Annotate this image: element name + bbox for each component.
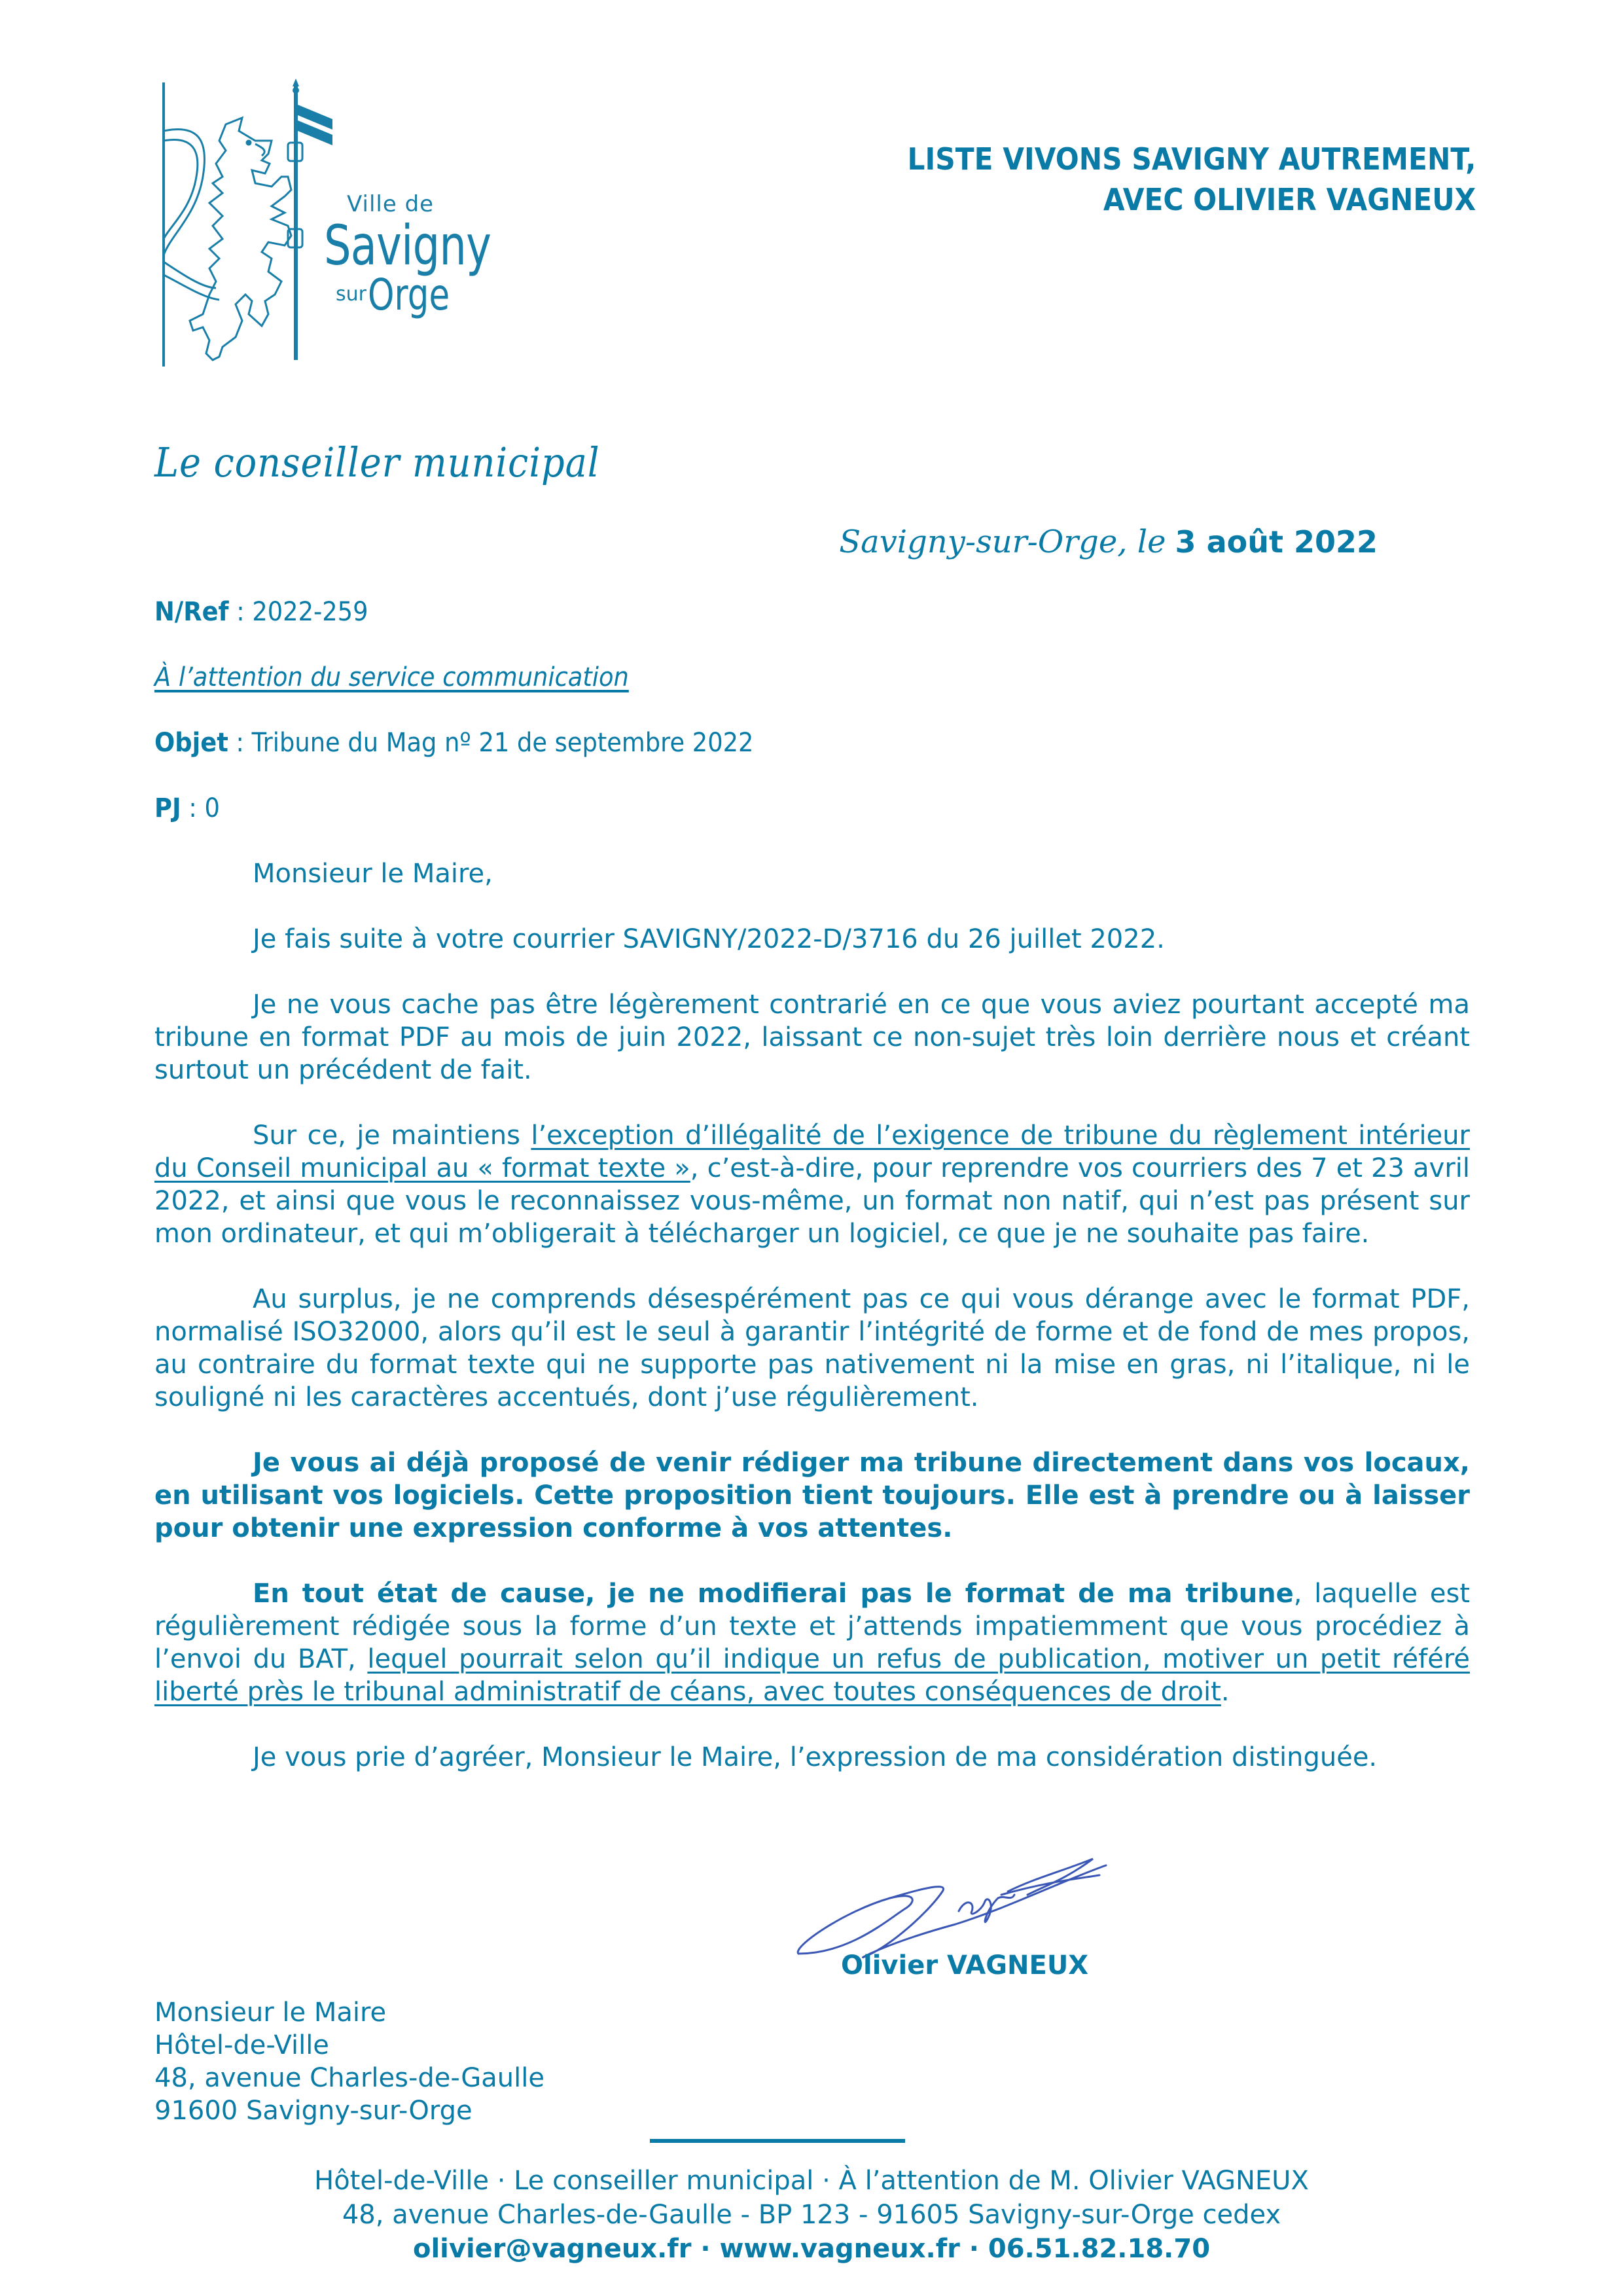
object-label: Objet — [154, 728, 228, 758]
paragraph-4: Au surplus, je ne comprends désespérément pas ce qui vous dérange avec le format PDF, normalisé ISO32000, alors qu’il est le seul à garantir l’intégrité de forme et de fond de mes propos, au contraire du format texte qui ne supporte pas nativement ni la mise en gras, ni l’italique, ni le souligné ni les caractères accentués, dont j’use régulièrement. — [154, 1284, 1470, 1412]
list-name-header — [907, 139, 1476, 220]
footer-separator: · — [691, 2234, 720, 2264]
paragraph-3-underlined: l’exception d’illégalité de l’exigence de tribune du règlement intérieur du Conseil municipal au « format texte » — [154, 1121, 1471, 1183]
footer-website-link[interactable]: www.vagneux.fr — [719, 2234, 960, 2264]
address-line: Hôtel-de-Ville — [154, 2030, 329, 2060]
header-line-1: LISTE VIVONS SAVIGNY AUTREMENT, — [907, 141, 1476, 177]
object-value: : Tribune du Mag nº 21 de septembre 2022 — [228, 728, 754, 758]
footer-contact-line — [0, 2232, 1623, 2266]
address-line: 91600 Savigny-sur-Orge — [154, 2096, 473, 2126]
footer-email-link[interactable]: olivier@vagneux.fr — [412, 2234, 692, 2264]
logo-text-savigny: Savigny — [324, 213, 491, 278]
paragraph-6-text: , laquelle est régulièrement rédigée sous la forme d’un texte et j’attends impatiemment que vous procédiez à l’envoi du BAT, — [154, 1579, 1471, 1674]
footer-divider — [650, 2139, 905, 2143]
paragraph-3-lead: Sur ce, je maintiens — [253, 1121, 531, 1151]
header-line-2: AVEC OLIVIER VAGNEUX — [1103, 182, 1476, 217]
closing-formula: Je vous prie d’agréer, Monsieur le Maire, l’expression de ma considération distinguée. — [253, 1742, 1378, 1772]
paragraph-5-bold: Je vous ai déjà proposé de venir rédiger ma tribune directement dans vos locaux, en utilisant vos logiciels. Cette proposition tient toujours. Elle est à prendre ou à laisser pour obtenir une expression conforme à vos attentes. — [154, 1448, 1470, 1543]
date-place: Savigny-sur-Orge, le — [839, 524, 1166, 560]
footer-phone: 06.51.82.18.70 — [988, 2234, 1211, 2264]
date-line — [839, 522, 1378, 560]
attachments-value: : 0 — [181, 793, 220, 823]
paragraph-1: Je fais suite à votre courrier SAVIGNY/2022-D/3716 du 26 juillet 2022. — [253, 924, 1165, 954]
attachments-line — [154, 793, 220, 823]
reference-line — [154, 597, 368, 627]
attachments-label: PJ — [154, 793, 181, 823]
footer-line-2: 48, avenue Charles-de-Gaulle - BP 123 - 91605 Savigny-sur-Orge cedex — [342, 2200, 1281, 2230]
footer — [0, 2164, 1623, 2266]
address-line: Monsieur le Maire — [154, 1998, 387, 2028]
salutation: Monsieur le Maire, — [253, 859, 493, 889]
paragraph-6 — [154, 1577, 1470, 1708]
footer-line-1: Hôtel-de-Ville · Le conseiller municipal · À l’attention de M. Olivier VAGNEUX — [314, 2166, 1309, 2196]
object-line — [154, 728, 753, 758]
logo-text-orge: Orge — [368, 270, 450, 320]
recipient-address — [154, 1996, 544, 2127]
paragraph-6-bold: En tout état de cause, je ne modifierai pas le format de ma tribune — [253, 1579, 1294, 1609]
attention-line: À l’attention du service communication — [154, 662, 629, 692]
address-line: 48, avenue Charles-de-Gaulle — [154, 2063, 544, 2093]
reference-value: : 2022-259 — [228, 597, 368, 627]
reference-label: N/Ref — [154, 597, 229, 627]
signer-name: Olivier VAGNEUX — [841, 1950, 1089, 1981]
paragraph-6-end: . — [1221, 1677, 1230, 1707]
letter-body — [154, 857, 1470, 1806]
paragraph-2: Je ne vous cache pas être légèrement contrarié en ce que vous aviez pourtant accepté ma tribune en format PDF au mois de juin 2022, laissant ce non-sujet très loin derrière nous et créant surtout un précédent de fait. — [154, 990, 1470, 1085]
paragraph-3 — [154, 1119, 1470, 1250]
logo-text-ville-de: Ville de — [347, 191, 435, 217]
logo-text-sur: sur — [336, 283, 366, 306]
sender-role-title: Le conseiller municipal — [154, 439, 600, 486]
date-value: 3 août 2022 — [1175, 524, 1378, 560]
paragraph-6-underlined: lequel pourrait selon qu’il indique un refus de publication, motiver un petit référé liberté près le tribunal administratif de céans, avec toutes conséquences de droit — [154, 1644, 1470, 1707]
footer-separator: · — [959, 2234, 988, 2264]
paragraph-3-rest: , c’est-à-dire, pour reprendre vos courriers des 7 et 23 avril 2022, et ainsi que vous le reconnaissez vous-même, un format non natif, qui n’est pas présent sur mon ordinateur, et qui m’obligerait à télécharger un logiciel, ce que je ne souhaite pas faire. — [154, 1153, 1470, 1249]
